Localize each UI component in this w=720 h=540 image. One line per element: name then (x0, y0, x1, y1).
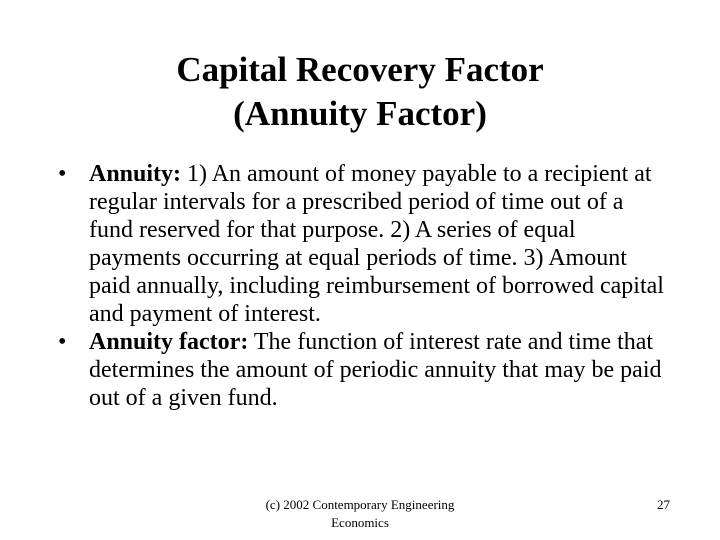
bullet-text: The function of interest rate and time that determines the amount of periodic annuity that may be paid out of a given fund. (89, 329, 662, 411)
bullet-annuity-factor (58, 328, 668, 412)
bullet-icon: • (58, 161, 67, 187)
bullet-text: 1) An amount of money payable to a recipient at regular intervals for a prescribed period of time out of a fund reserved for that purpose. 2) A series of equal payments occurring at equal periods of time. 3) Amount paid annually, including reimbursement of borrowed capital and payment of interest. (89, 161, 664, 327)
bullet-annuity (58, 160, 668, 328)
bullet-term: Annuity factor: (89, 329, 249, 355)
bullet-icon: • (58, 329, 67, 355)
bullet-term: Annuity: (89, 161, 182, 187)
title-line-1: Capital Recovery Factor (176, 50, 544, 89)
footer-credit: (c) 2002 Contemporary Engineering Economics (265, 497, 455, 530)
slide-title (0, 48, 720, 136)
title-line-2: (Annuity Factor) (233, 94, 487, 133)
page-number: 27 (657, 497, 670, 512)
bullet-list (58, 160, 668, 412)
